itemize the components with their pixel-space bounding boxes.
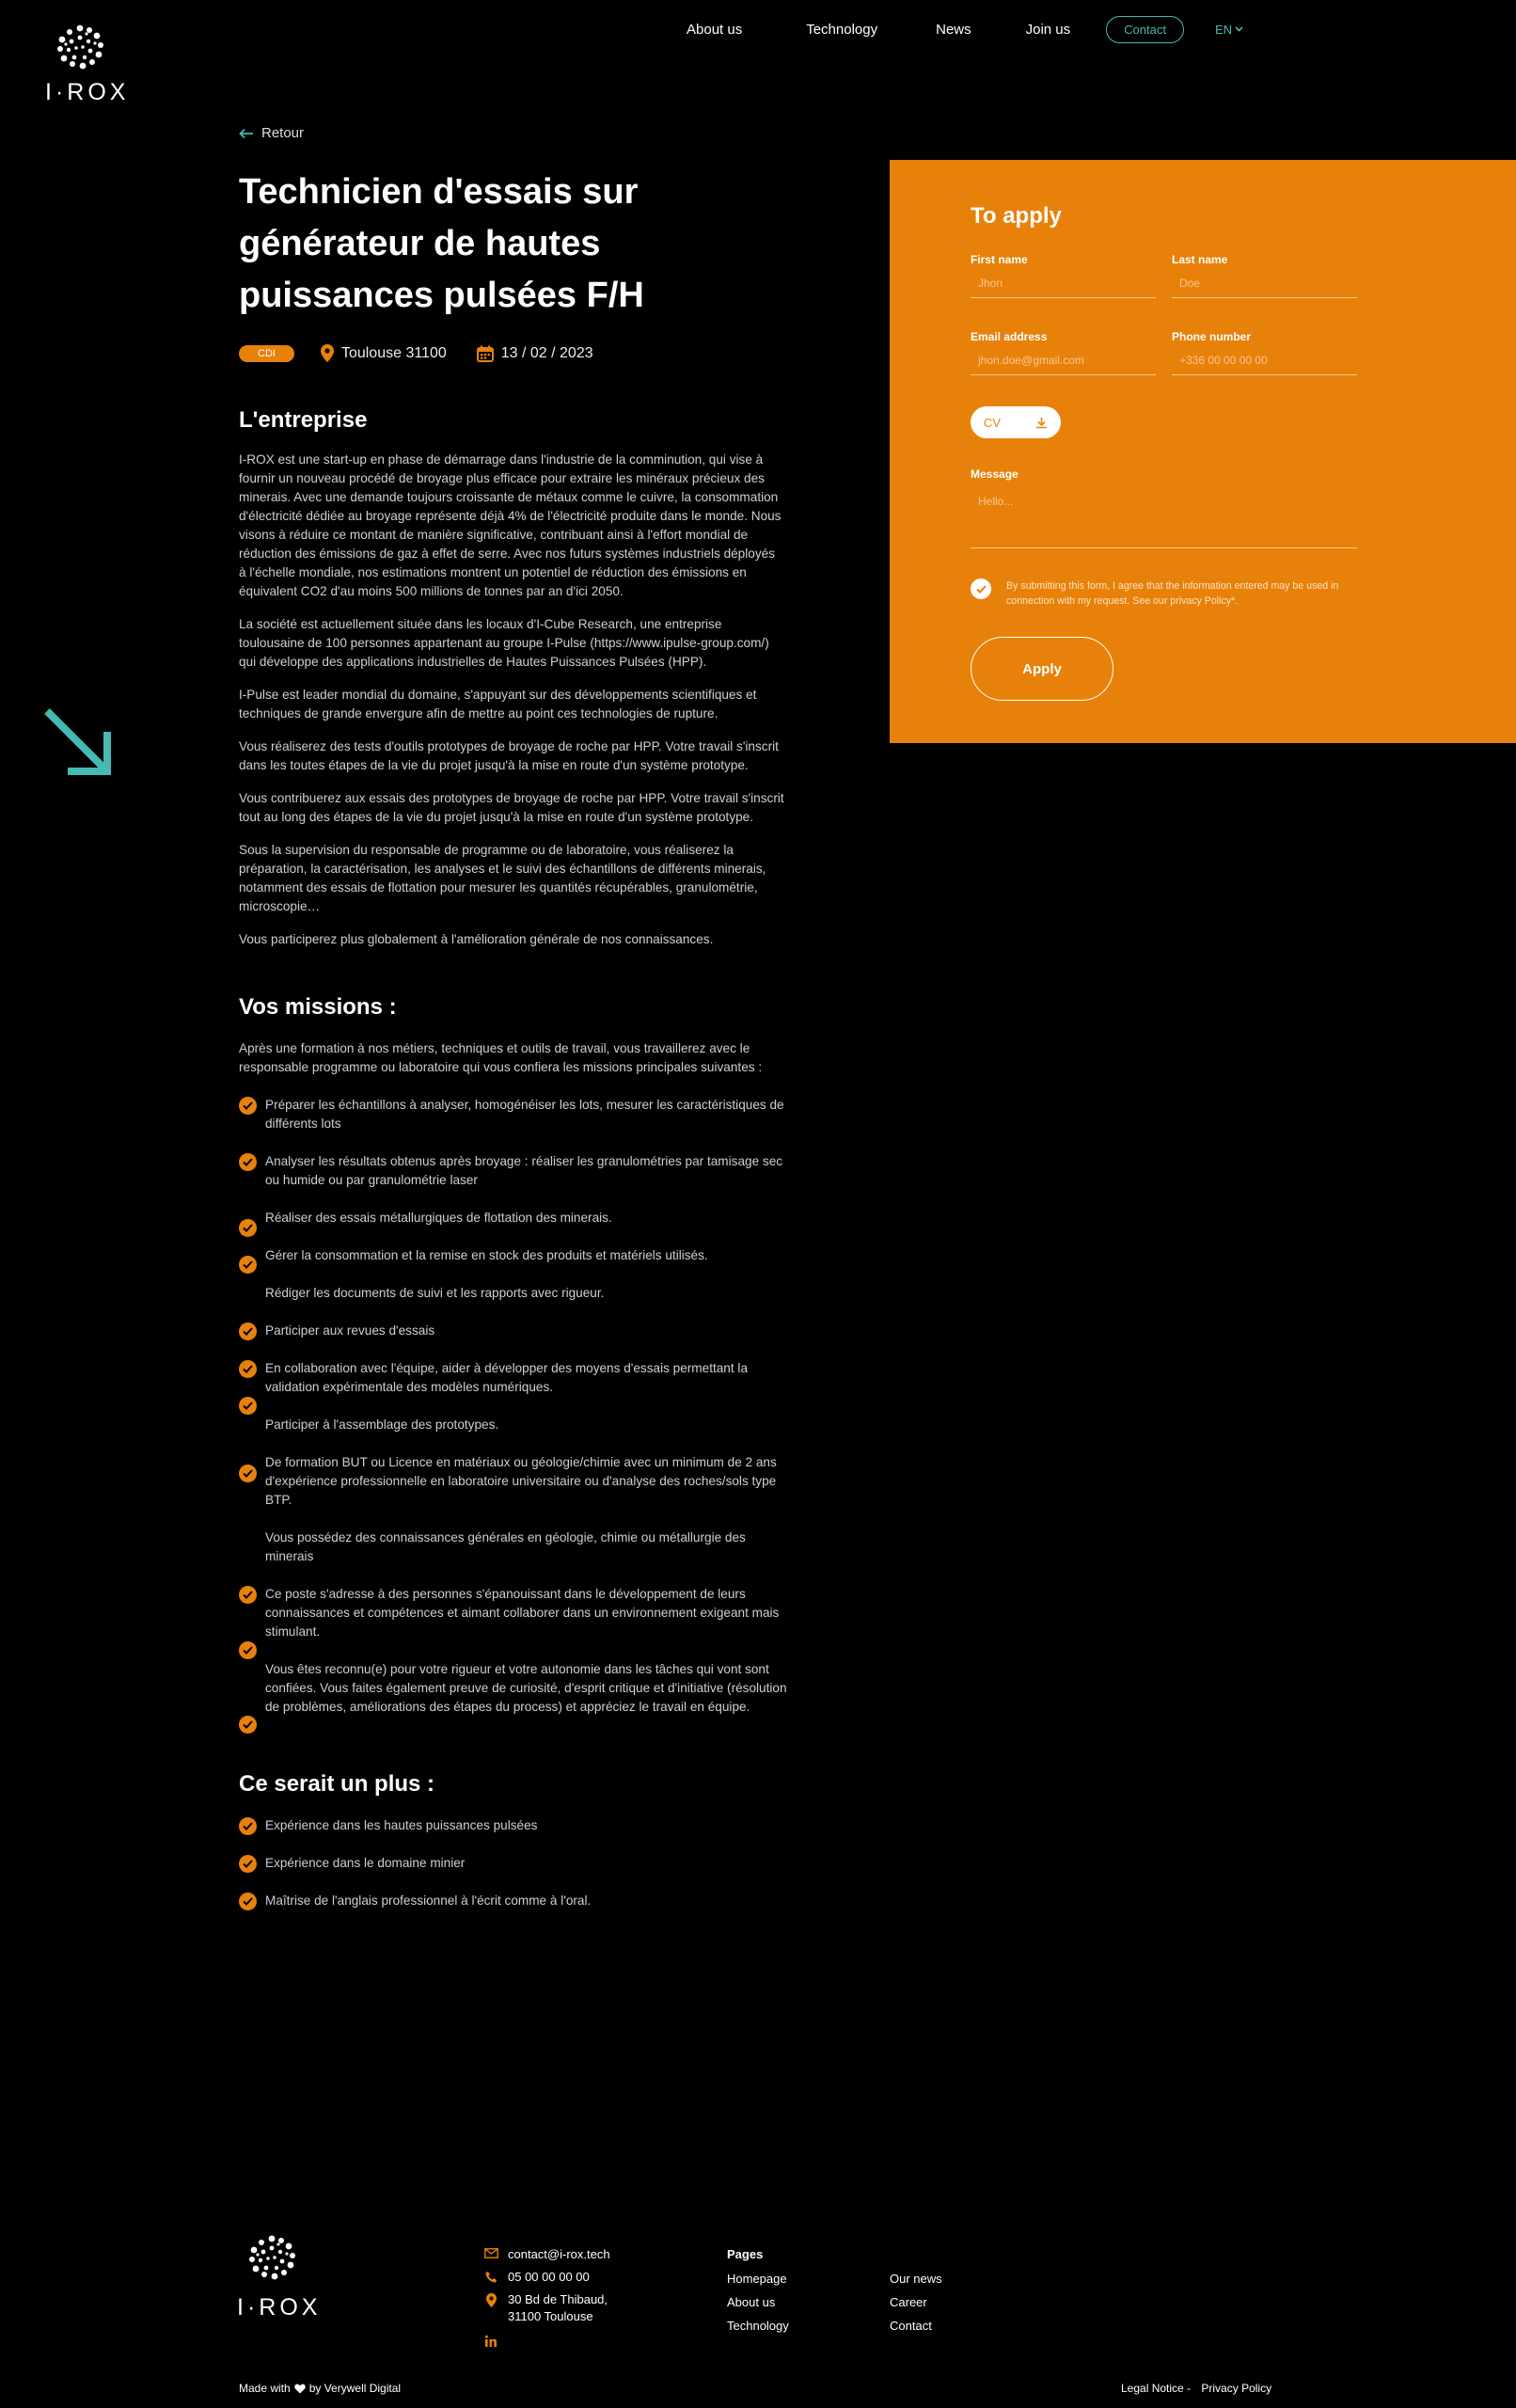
footer-email-text: contact@i-rox.tech	[508, 2247, 610, 2261]
legal-links	[1121, 2382, 1271, 2395]
cv-label: CV	[984, 415, 1002, 430]
apply-button[interactable]: Apply	[971, 637, 1113, 701]
consent-text: By submitting this form, I agree that the information entered may be used in connection with my request. See our privacy Policy*.	[1006, 580, 1339, 607]
phone-group	[1172, 330, 1357, 375]
contract-badge: CDI	[239, 345, 294, 362]
check-circle-icon	[239, 1855, 257, 1873]
last-name-input[interactable]	[1172, 274, 1357, 298]
footer-pages-col2	[890, 2267, 942, 2337]
nav-news[interactable]: News	[936, 21, 971, 38]
footer-phone-text: 05 00 00 00 00	[508, 2270, 590, 2284]
mission-text: Analyser les résultats obtenus après broyage : réaliser les granulométries par tamisage sec ou humide ou par granulométrie laser	[265, 1154, 783, 1187]
list-item	[239, 1660, 794, 1717]
form-title: To apply	[971, 203, 1062, 229]
footer-link-technology[interactable]: Technology	[727, 2319, 789, 2333]
check-circle-icon	[239, 1256, 257, 1274]
date-text: 13 / 02 / 2023	[500, 344, 593, 361]
back-link[interactable]	[239, 125, 794, 141]
mission-text: Participer aux revues d'essais	[265, 1323, 435, 1338]
nav-join-us[interactable]: Join us	[1025, 21, 1071, 38]
list-item	[239, 1529, 794, 1566]
mission-text: De formation BUT ou Licence en matériaux ou géologie/chimie avec un minimum de 2 ans d'expérience professionnelle en laboratoire universitaire ou d'analyse des roches/sols type BTP.	[265, 1455, 777, 1507]
mission-text: Rédiger les documents de suivi et les rapports avec rigueur.	[265, 1286, 605, 1300]
job-title: Technicien d'essais sur générateur de hautes puissances pulsées F/H	[239, 172, 644, 315]
message-label: Message	[971, 467, 1019, 481]
consent-row	[971, 578, 1360, 609]
phone-icon	[485, 2271, 497, 2283]
first-name-group	[971, 253, 1156, 298]
missions-heading: Vos missions :	[239, 994, 397, 1020]
company-paragraph: Vous réaliserez des tests d'outils prototypes de broyage de roche par HPP. Votre travail s'inscrit dans les toutes étapes de la vie du projet jusqu'à la mise en route d'un système prototype.	[239, 739, 779, 772]
mission-text: En collaboration avec l'équipe, aider à développer des moyens d'essais permettant la validation expérimentale des modèles numériques.	[265, 1361, 748, 1394]
privacy-policy-link[interactable]: Privacy Policy	[1201, 2382, 1272, 2395]
language-label: EN	[1214, 22, 1233, 37]
footer-address-line1: 30 Bd de Thibaud,	[508, 2292, 608, 2306]
consent-checkbox[interactable]	[971, 578, 991, 599]
check-circle-icon	[239, 1153, 257, 1171]
company-heading: L'entreprise	[239, 407, 368, 433]
check-circle-icon	[239, 1097, 257, 1115]
check-circle-icon	[239, 1323, 257, 1340]
first-name-input[interactable]	[971, 274, 1156, 298]
check-circle-icon	[239, 1219, 257, 1237]
mission-text: Vous êtes reconnu(e) pour votre rigueur et votre autonomie dans les tâches qui vont sont confiées. Vous faites également preuve de curiosité, d'esprit critique et d'initiative (résolution de problèmes, améliorations des étapes du process) et appréciez le travail en équipe.	[265, 1662, 787, 1714]
list-item	[239, 1453, 794, 1510]
mail-icon	[484, 2248, 498, 2258]
check-circle-icon	[239, 1397, 257, 1415]
nav-about-us[interactable]: About us	[687, 21, 743, 38]
email-field[interactable]	[971, 351, 1156, 375]
cv-upload-button[interactable]	[971, 406, 1061, 438]
message-textarea[interactable]	[971, 492, 1357, 548]
mission-text: Vous possédez des connaissances générales en géologie, chimie ou métallurgie des minerais	[265, 1530, 746, 1563]
footer-pages-title: Pages	[727, 2247, 764, 2261]
check-circle-icon	[239, 1716, 257, 1734]
footer-brand-name: I·ROX	[237, 2294, 322, 2321]
legal-notice-link[interactable]: Legal Notice -	[1121, 2382, 1192, 2395]
mission-text: Ce poste s'adresse à des personnes s'épanouissant dans le développement de leurs connaissances et compétences et aimant collaborer dans un environnement exigeant mais stimulant.	[265, 1587, 780, 1639]
list-item	[239, 1416, 794, 1434]
arrow-down-right-icon	[43, 707, 115, 779]
nav-technology[interactable]: Technology	[806, 21, 878, 38]
job-location	[321, 344, 447, 362]
message-group	[971, 467, 1357, 548]
phone-field[interactable]	[1172, 351, 1357, 375]
list-item	[239, 1284, 794, 1303]
mission-text: Gérer la consommation et la remise en stock des produits et matériels utilisés.	[265, 1248, 708, 1262]
list-item	[239, 1892, 794, 1910]
footer-link-career[interactable]: Career	[890, 2295, 927, 2309]
job-content	[239, 125, 794, 1910]
company-paragraph: Vous contribuerez aux essais des prototypes de broyage de roche par HPP. Votre travail s'inscrit tout au long des étapes de la vie du projet jusqu'à la mise en route d'un système prototype.	[239, 791, 784, 824]
footer-contacts	[483, 2246, 610, 2353]
check-circle-icon	[239, 1360, 257, 1378]
missions-list	[239, 1096, 794, 1717]
brand-name: I·ROX	[45, 79, 130, 105]
company-paragraph: La société est actuellement située dans les locaux d'I-Cube Research, une entreprise toulousaine de 100 personnes appartenant au groupe I-Pulse (https://www.ipulse-group.com/) qui développe des applications industrielles de Hautes Puissances Pulsées (HPP).	[239, 617, 769, 669]
check-circle-icon	[239, 1893, 257, 1910]
location-text: Toulouse 31100	[340, 344, 447, 361]
download-icon	[1035, 417, 1048, 429]
check-circle-icon	[239, 1641, 257, 1659]
contact-button[interactable]: Contact	[1106, 16, 1184, 43]
list-item	[239, 1209, 794, 1228]
footer-address-line2: 31100 Toulouse	[508, 2309, 593, 2323]
email-group	[971, 330, 1156, 375]
arrow-left-icon	[239, 128, 254, 139]
company-paragraph: Vous participerez plus globalement à l'amélioration générale de nos connaissances.	[239, 932, 714, 946]
company-paragraph: Sous la supervision du responsable de programme ou de laboratoire, vous réaliserez la préparation, la caractérisation, les analyses et le suivi des échantillons de différents minerais, notamment des essais de flottation pour mesurer les quantités récupérables, granulométrie, microscopie…	[239, 843, 766, 913]
footer-link-homepage[interactable]: Homepage	[727, 2272, 787, 2286]
apply-form	[890, 160, 1516, 743]
linkedin-icon	[484, 2335, 497, 2348]
company-paragraph: I-ROX est une start-up en phase de démarrage dans l'industrie de la comminution, qui vise à fournir un nouveau procédé de broyage plus efficace pour extraire les minéraux précieux des minerais. Avec une demande toujours croissante de métaux comme le cuivre, la consommation d'électricité dédiée au broyage représente déjà 4% de l'électricité produite dans le monde. Nous visons à réduire ce montant de manière significative, contribuant ainsi à l'effort mondial de réduction des émissions de gaz à effet de serre. Avec nos futurs systèmes industriels déployés à l'échelle mondiale, nos estimations montrent un potentiel de réduction des émissions en équivalent CO2 d'au moins 500 millions de tonnes par an d'ici 2050.	[239, 452, 782, 598]
calendar-icon	[477, 345, 494, 362]
check-circle-icon	[239, 1465, 257, 1482]
footer-phone[interactable]	[483, 2269, 610, 2286]
mission-text: Participer à l'assemblage des prototypes.	[265, 1418, 499, 1432]
main-nav	[687, 17, 1243, 41]
email-label: Email address	[971, 330, 1048, 343]
footer-link-contact[interactable]: Contact	[890, 2319, 932, 2333]
location-pin-icon	[321, 344, 334, 362]
check-circle-icon	[239, 1586, 257, 1604]
footer-logo[interactable]	[237, 2233, 322, 2321]
list-item	[239, 1152, 794, 1190]
heart-icon	[294, 2384, 306, 2394]
first-name-label: First name	[971, 253, 1028, 266]
list-item	[239, 1816, 794, 1835]
location-pin-icon	[486, 2293, 497, 2307]
footer-pages-col1	[727, 2267, 789, 2337]
footer-email[interactable]	[483, 2246, 610, 2263]
list-item	[239, 1854, 794, 1873]
made-with	[239, 2382, 401, 2395]
footer-linkedin[interactable]	[483, 2333, 610, 2348]
list-item	[239, 1585, 794, 1641]
chevron-down-icon	[1235, 26, 1243, 32]
footer-link-about[interactable]: About us	[727, 2295, 776, 2309]
made-with-prefix: Made with	[239, 2382, 291, 2395]
footer-link-news[interactable]: Our news	[890, 2272, 942, 2286]
mission-text: Préparer les échantillons à analyser, homogénéiser les lots, mesurer les caractéristiques de différents lots	[265, 1098, 784, 1131]
list-item	[239, 1096, 794, 1133]
missions-intro: Après une formation à nos métiers, techniques et outils de travail, vous travaillerez avec le responsable programme ou laboratoire qui vous confiera les missions principales suivantes :	[239, 1041, 763, 1074]
plus-heading: Ce serait un plus :	[239, 1771, 435, 1797]
brand-logo[interactable]	[45, 23, 130, 106]
plus-list	[239, 1816, 794, 1910]
company-paragraph: I-Pulse est leader mondial du domaine, s'appuyant sur des développements scientifiques et techniques de grande envergure afin de mettre au point ces technologies de rupture.	[239, 688, 757, 721]
list-item	[239, 1322, 794, 1340]
plus-text: Maîtrise de l'anglais professionnel à l'écrit comme à l'oral.	[265, 1893, 592, 1908]
mission-text: Réaliser des essais métallurgiques de flottation des minerais.	[265, 1211, 612, 1225]
logo-mark-icon	[237, 2233, 308, 2288]
logo-mark-icon	[45, 23, 116, 77]
check-circle-icon	[239, 1817, 257, 1835]
plus-text: Expérience dans le domaine minier	[265, 1856, 466, 1870]
check-icon	[976, 585, 987, 594]
language-selector[interactable]	[1215, 23, 1243, 37]
last-name-group	[1172, 253, 1357, 298]
plus-text: Expérience dans les hautes puissances pulsées	[265, 1818, 538, 1832]
phone-label: Phone number	[1172, 330, 1252, 343]
job-date	[477, 345, 593, 362]
back-label: Retour	[261, 125, 305, 141]
list-item	[239, 1359, 794, 1397]
last-name-label: Last name	[1172, 253, 1228, 266]
agency-link[interactable]: by Verywell Digital	[308, 2382, 402, 2395]
job-meta	[239, 344, 794, 362]
footer-address	[483, 2291, 610, 2325]
list-item	[239, 1246, 794, 1265]
